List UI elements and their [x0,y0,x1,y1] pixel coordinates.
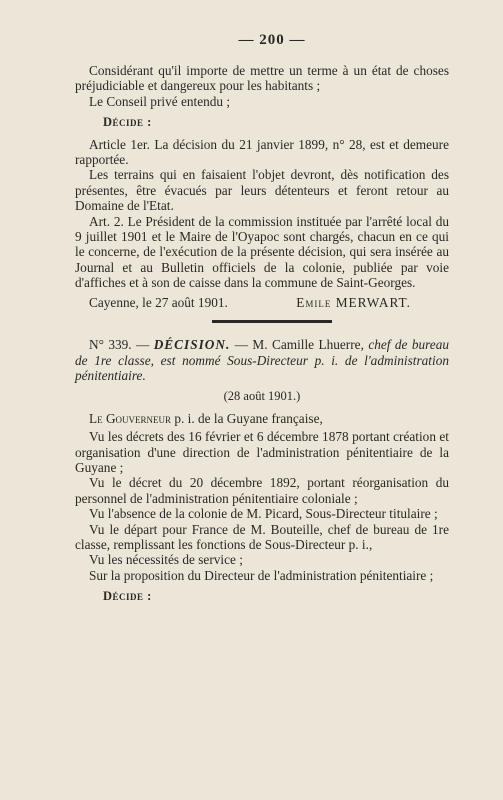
governor-title: Le Gouverneur [89,410,172,426]
paragraph-considerant: Considérant qu'il importe de mettre un terme à un état de choses préjudiciable et dangereux pour les habitants ; [75,63,449,94]
governor-rest: p. i. de la Guyane française, [174,410,323,426]
consideration-decret-1892: Vu le décret du 20 décembre 1892, portant réorganisation du personnel de l'administration pénitentiaire coloniale ; [75,475,449,506]
decision-heading-italic: chef de bureau de 1re classe, est nommé Sous-Directeur p. i. de l'administration pénitentiaire. [75,337,449,383]
paragraph-conseil: Le Conseil privé entendu ; [89,93,231,109]
consideration-absence-picard: Vu l'absence de la colonie de M. Picard, Sous-Directeur titulaire ; [89,506,438,522]
article-1: Article 1er. La décision du 21 janvier 1899, n° 28, est et demeure rapportée. [75,136,449,168]
consideration-necessites: Vu les nécessités de service ; [89,552,243,568]
page-number: — 200 — [238,32,306,48]
signature-date: Cayenne, le 27 août 1901. [89,294,228,310]
signature-name: Emile MERWART. [296,294,411,310]
governor-line [75,411,449,426]
decide-heading-2: Décide : [103,589,152,604]
decision-date: (28 août 1901.) [223,389,301,404]
consideration-depart-bouteille: Vu le départ pour France de M. Bouteille, chef de bureau de 1re classe, remplissant les fonctions de Sous-Directeur p. i., [75,521,449,552]
section-divider [212,320,332,323]
document-body [75,63,449,605]
decision-title: DÉCISION. [153,337,231,353]
article-1-continued: Les terrains qui en faisaient l'objet devront, dès notification des présentes, être évacués par leurs détenteurs et feront retour au Domaine de l'Etat. [75,167,449,214]
decide-heading: Décide : [103,115,152,130]
decision-heading [75,337,449,383]
decision-heading-rest: — M. Camille Lhuerre, [234,337,364,353]
consideration-proposition: Sur la proposition du Directeur de l'administration pénitentiaire ; [89,567,434,583]
article-2: Art. 2. Le Président de la commission instituée par l'arrêté local du 9 juillet 1901 et le Maire de l'Oyapoc sont chargés, chacun en ce qui le concerne, de l'exécution de la présente décision, qui sera insérée au Journal et au Bulletin officiels de la colonie, publiée par voie d'affiches et à son de caisse dans la commune de Saint-Georges. [75,213,449,291]
consideration-decrets-1878: Vu les décrets des 16 février et 6 décembre 1878 portant création et organisation d'une direction de l'administration pénitentiaire de la Guyane ; [75,429,449,475]
signature-line [75,295,449,310]
decision-number: N° 339. — [89,337,150,353]
